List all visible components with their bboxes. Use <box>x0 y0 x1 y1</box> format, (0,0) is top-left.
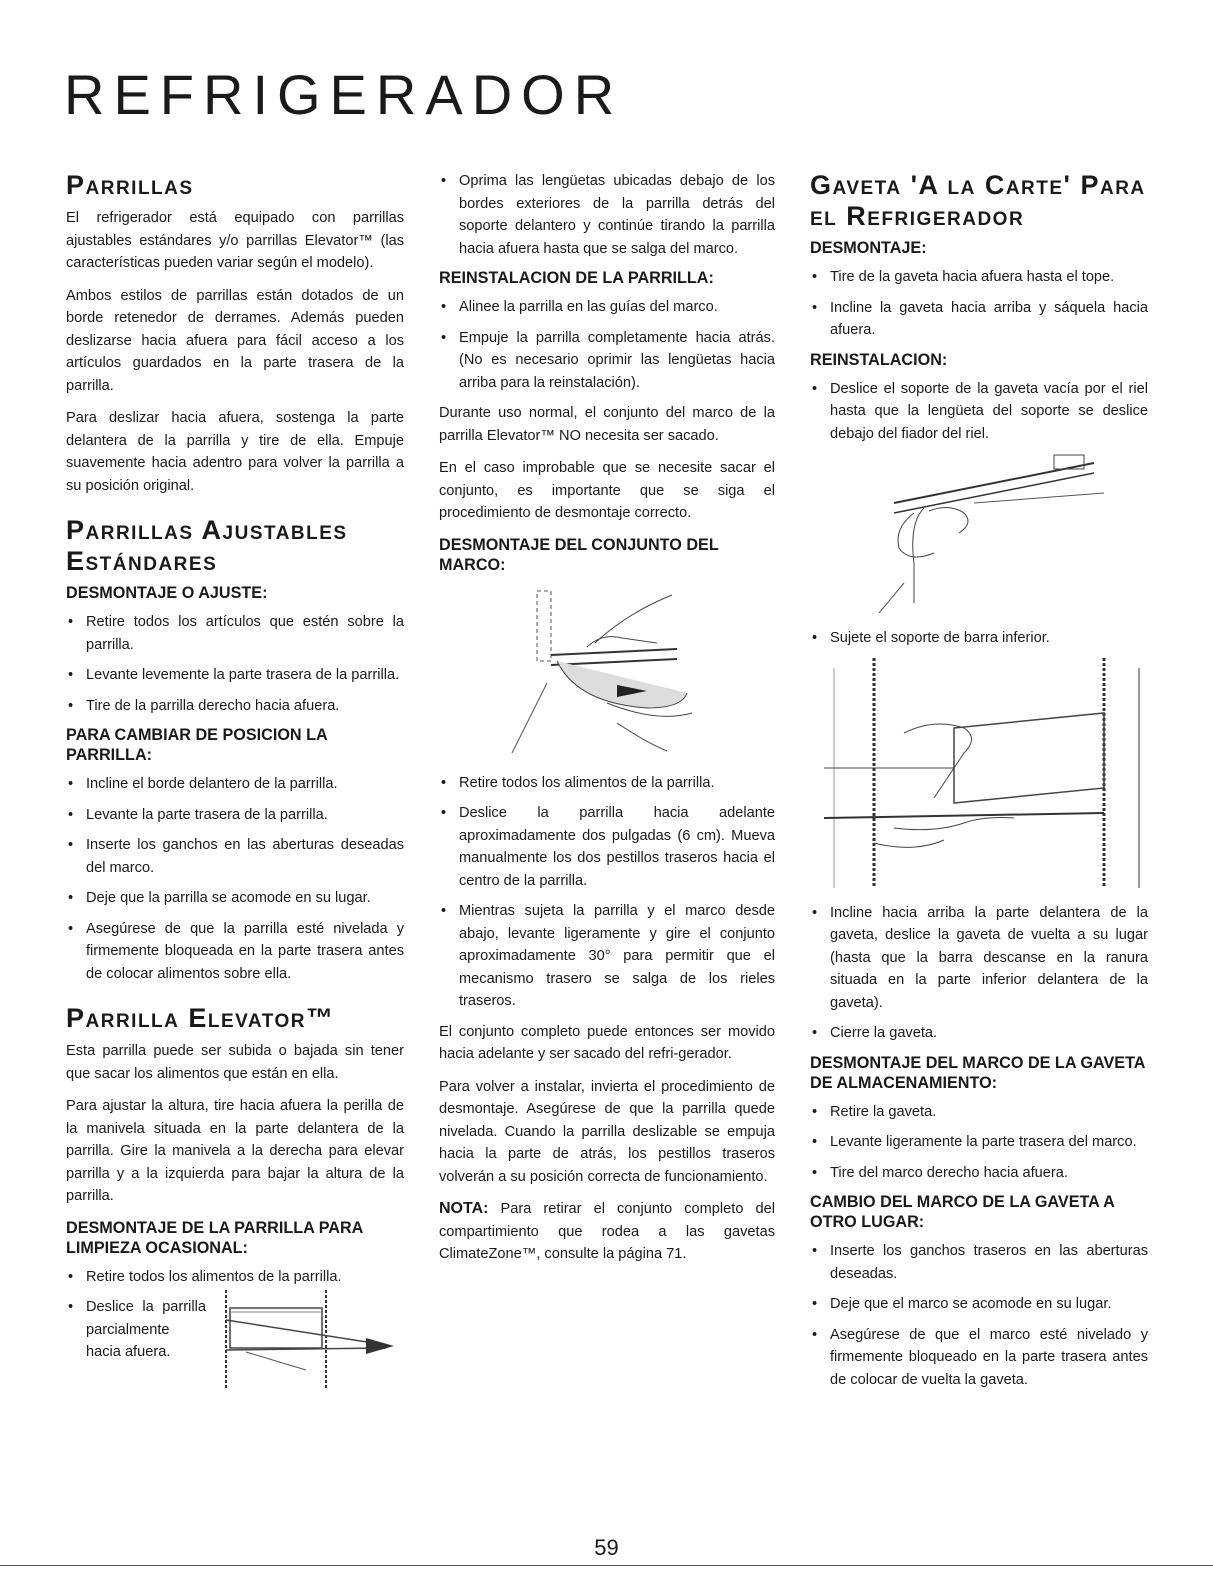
column-2 <box>439 170 775 1276</box>
list-item: • Levante ligeramente la parte trasera del marco. <box>810 1131 1148 1154</box>
list-item: • Empuje la parrilla completamente hacia atrás. (No es necesario oprimir las lengüetas hacia arriba para la reinstalación). <box>439 327 775 395</box>
bullet-list <box>810 627 1148 650</box>
shelf-slide-illustration <box>216 1290 406 1390</box>
bullet-list <box>66 773 404 985</box>
bullet-list <box>810 378 1148 446</box>
page-number: 59 <box>594 1535 619 1560</box>
note-text: Para retirar el conjunto completo del compartimiento que rodea a las gavetas ClimateZone™, consulte la página 71. <box>439 1201 775 1262</box>
list-item: • Incline la gaveta hacia arriba y sáquela hacia afuera. <box>810 297 1148 342</box>
column-3 <box>810 170 1148 1399</box>
list-item: • Deslice la parrilla parcialmente hacia afuera. <box>66 1296 206 1364</box>
list-item: • Mientras sujeta la parrilla y el marco desde abajo, levante ligeramente y gire el conjunto aproximadamente 30° para permitir que el mecanismo trasero se salga de los rieles traseros. <box>439 900 775 1013</box>
list-item: • Levante la parte trasera de la parrilla. <box>66 804 404 827</box>
list-item: • Incline el borde delantero de la parrilla. <box>66 773 404 796</box>
list-item: • Deje que el marco se acomode en su lugar. <box>810 1293 1148 1316</box>
subheading-desmontaje-conjunto: DESMONTAJE DEL CONJUNTO DEL MARCO: <box>439 535 719 574</box>
list-item: • Deslice el soporte de la gaveta vacía por el riel hasta que la lengüeta del soporte se deslice debajo del fiador del riel. <box>810 378 1148 446</box>
page-title: REFRIGERADOR <box>64 63 624 126</box>
heading-parrilla-elevator: Parrilla Elevator™ <box>66 1003 335 1033</box>
bullet-list <box>439 170 775 260</box>
list-item: • Asegúrese de que la parrilla esté nivelada y firmemente bloqueada en la parte trasera antes de colocar alimentos sobre ella. <box>66 918 404 986</box>
list-item: • Retire la gaveta. <box>810 1101 1148 1124</box>
list-item: • Oprima las lengüetas ubicadas debajo de los bordes exteriores de la parrilla detrás del soporte delantero y continúe tirando la parrilla hacia afuera hasta que se salga del marco. <box>439 170 775 260</box>
subheading-reinstalacion: REINSTALACION: <box>810 350 948 369</box>
paragraph: Para volver a instalar, invierta el procedimiento de desmontaje. Asegúrese de que la parrilla quede nivelada. Cuando la parrilla deslizable se empuja hacia la parte de atrás, los pestillos traseros volverán a su posición correcta de funcionamiento. <box>439 1078 775 1185</box>
list-item: • Inserte los ganchos en las aberturas deseadas del marco. <box>66 834 404 879</box>
bullet-list <box>810 1101 1148 1185</box>
drawer-bracket-illustration <box>854 453 1104 613</box>
bullet-list <box>439 772 775 1013</box>
bullet-list <box>66 1296 206 1364</box>
list-item: • Cierre la gaveta. <box>810 1022 1148 1045</box>
list-item: • Retire todos los alimentos de la parrilla. <box>66 1266 404 1289</box>
list-item: • Tire de la gaveta hacia afuera hasta el tope. <box>810 266 1148 289</box>
note-label: NOTA: <box>439 1200 489 1217</box>
subheading-cambiar-posicion: PARA CAMBIAR DE POSICION LA PARRILLA: <box>66 726 328 764</box>
subheading-desmontaje-ajuste: DESMONTAJE O AJUSTE: <box>66 584 268 602</box>
bullet-list <box>810 1240 1148 1391</box>
list-item: • Tire de la parrilla derecho hacia afuera. <box>66 695 404 718</box>
bullet-list <box>810 266 1148 342</box>
list-item: • Inserte los ganchos traseros en las aberturas deseadas. <box>810 1240 1148 1285</box>
paragraph: El conjunto completo puede entonces ser movido hacia adelante y ser sacado del refri-gerador. <box>439 1023 775 1062</box>
column-1 <box>66 170 404 1386</box>
list-item: • Retire todos los alimentos de la parrilla. <box>439 772 775 795</box>
paragraph: Esta parrilla puede ser subida o bajada sin tener que sacar los alimentos que están en ella. <box>66 1043 404 1082</box>
bullet-list <box>66 611 404 717</box>
note-paragraph <box>439 1198 775 1266</box>
list-item: • Incline hacia arriba la parte delantera de la gaveta, deslice la gaveta de vuelta a su lugar (hasta que la barra descanse en la ranura situada en la parte inferior delantera de la gaveta). <box>810 902 1148 1015</box>
bullet-list <box>439 296 775 394</box>
paragraph: El refrigerador está equipado con parrillas ajustables estándares y/o parrillas Elevator™ (las características pueden variar según el modelo). <box>66 210 404 271</box>
subheading-desmontaje: DESMONTAJE: <box>810 239 927 257</box>
paragraph: En el caso improbable que se necesite sacar el conjunto, es importante que se siga el procedimiento de desmontaje correcto. <box>439 460 775 521</box>
subheading-cambio-marco: CAMBIO DEL MARCO DE LA GAVETA A OTRO LUGAR: <box>810 1193 1115 1231</box>
list-item: • Retire todos los artículos que estén sobre la parrilla. <box>66 611 404 656</box>
bullet-list <box>66 1266 404 1289</box>
subheading-desmontaje-marco: DESMONTAJE DEL MARCO DE LA GAVETA DE ALMACENAMIENTO: <box>810 1053 1145 1092</box>
subheading-reinstalacion-parrilla: REINSTALACION DE LA PARRILLA: <box>439 269 714 287</box>
paragraph: Ambos estilos de parrillas están dotados de un borde retenedor de derrames. Además pueden deslizarse hacia afuera para fácil acceso a los artículos guardados en la parte trasera de la parrilla. <box>66 287 404 394</box>
paragraph: Para ajustar la altura, tire hacia afuera la perilla de la manivela situada en la parte delantera de la parrilla. Gire la manivela a la derecha para elevar parrilla y a la izquierda para bajar la altura de la parrilla. <box>66 1098 404 1204</box>
heading-parrillas: Parrillas <box>66 170 194 200</box>
list-item: • Deje que la parrilla se acomode en su lugar. <box>66 887 404 910</box>
frame-removal-illustration <box>507 583 707 758</box>
list-item: • Levante levemente la parte trasera de la parrilla. <box>66 664 404 687</box>
bottom-rule <box>0 1565 1213 1566</box>
paragraph: Durante uso normal, el conjunto del marco de la parrilla Elevator™ NO necesita ser sacado. <box>439 405 775 444</box>
list-item: • Alinee la parrilla en las guías del marco. <box>439 296 775 319</box>
list-item: • Asegúrese de que el marco esté nivelado y firmemente bloqueado en la parte trasera antes de colocar de vuelta la gaveta. <box>810 1324 1148 1392</box>
bullet-list <box>810 902 1148 1045</box>
drawer-support-bar-illustration <box>814 658 1144 888</box>
paragraph: Para deslizar hacia afuera, sostenga la parte delantera de la parrilla y tire de ella. Empuje suavemente hacia adentro para volver la parrilla a su posición original. <box>66 410 404 494</box>
subheading-limpieza: DESMONTAJE DE LA PARRILLA PARA LIMPIEZA OCASIONAL: <box>66 1218 363 1257</box>
heading-gaveta-a-la-carte: Gaveta 'A la Carte' Para el Refrigerador <box>810 170 1146 231</box>
list-item: • Deslice la parrilla hacia adelante aproximadamente dos pulgadas (6 cm). Mueva manualmente los dos pestillos traseros hacia el centro de la parrilla. <box>439 802 775 892</box>
list-item: • Tire del marco derecho hacia afuera. <box>810 1162 1148 1185</box>
list-item: • Sujete el soporte de barra inferior. <box>810 627 1148 650</box>
heading-parrillas-ajustables: Parrillas Ajustables Estándares <box>66 515 348 576</box>
